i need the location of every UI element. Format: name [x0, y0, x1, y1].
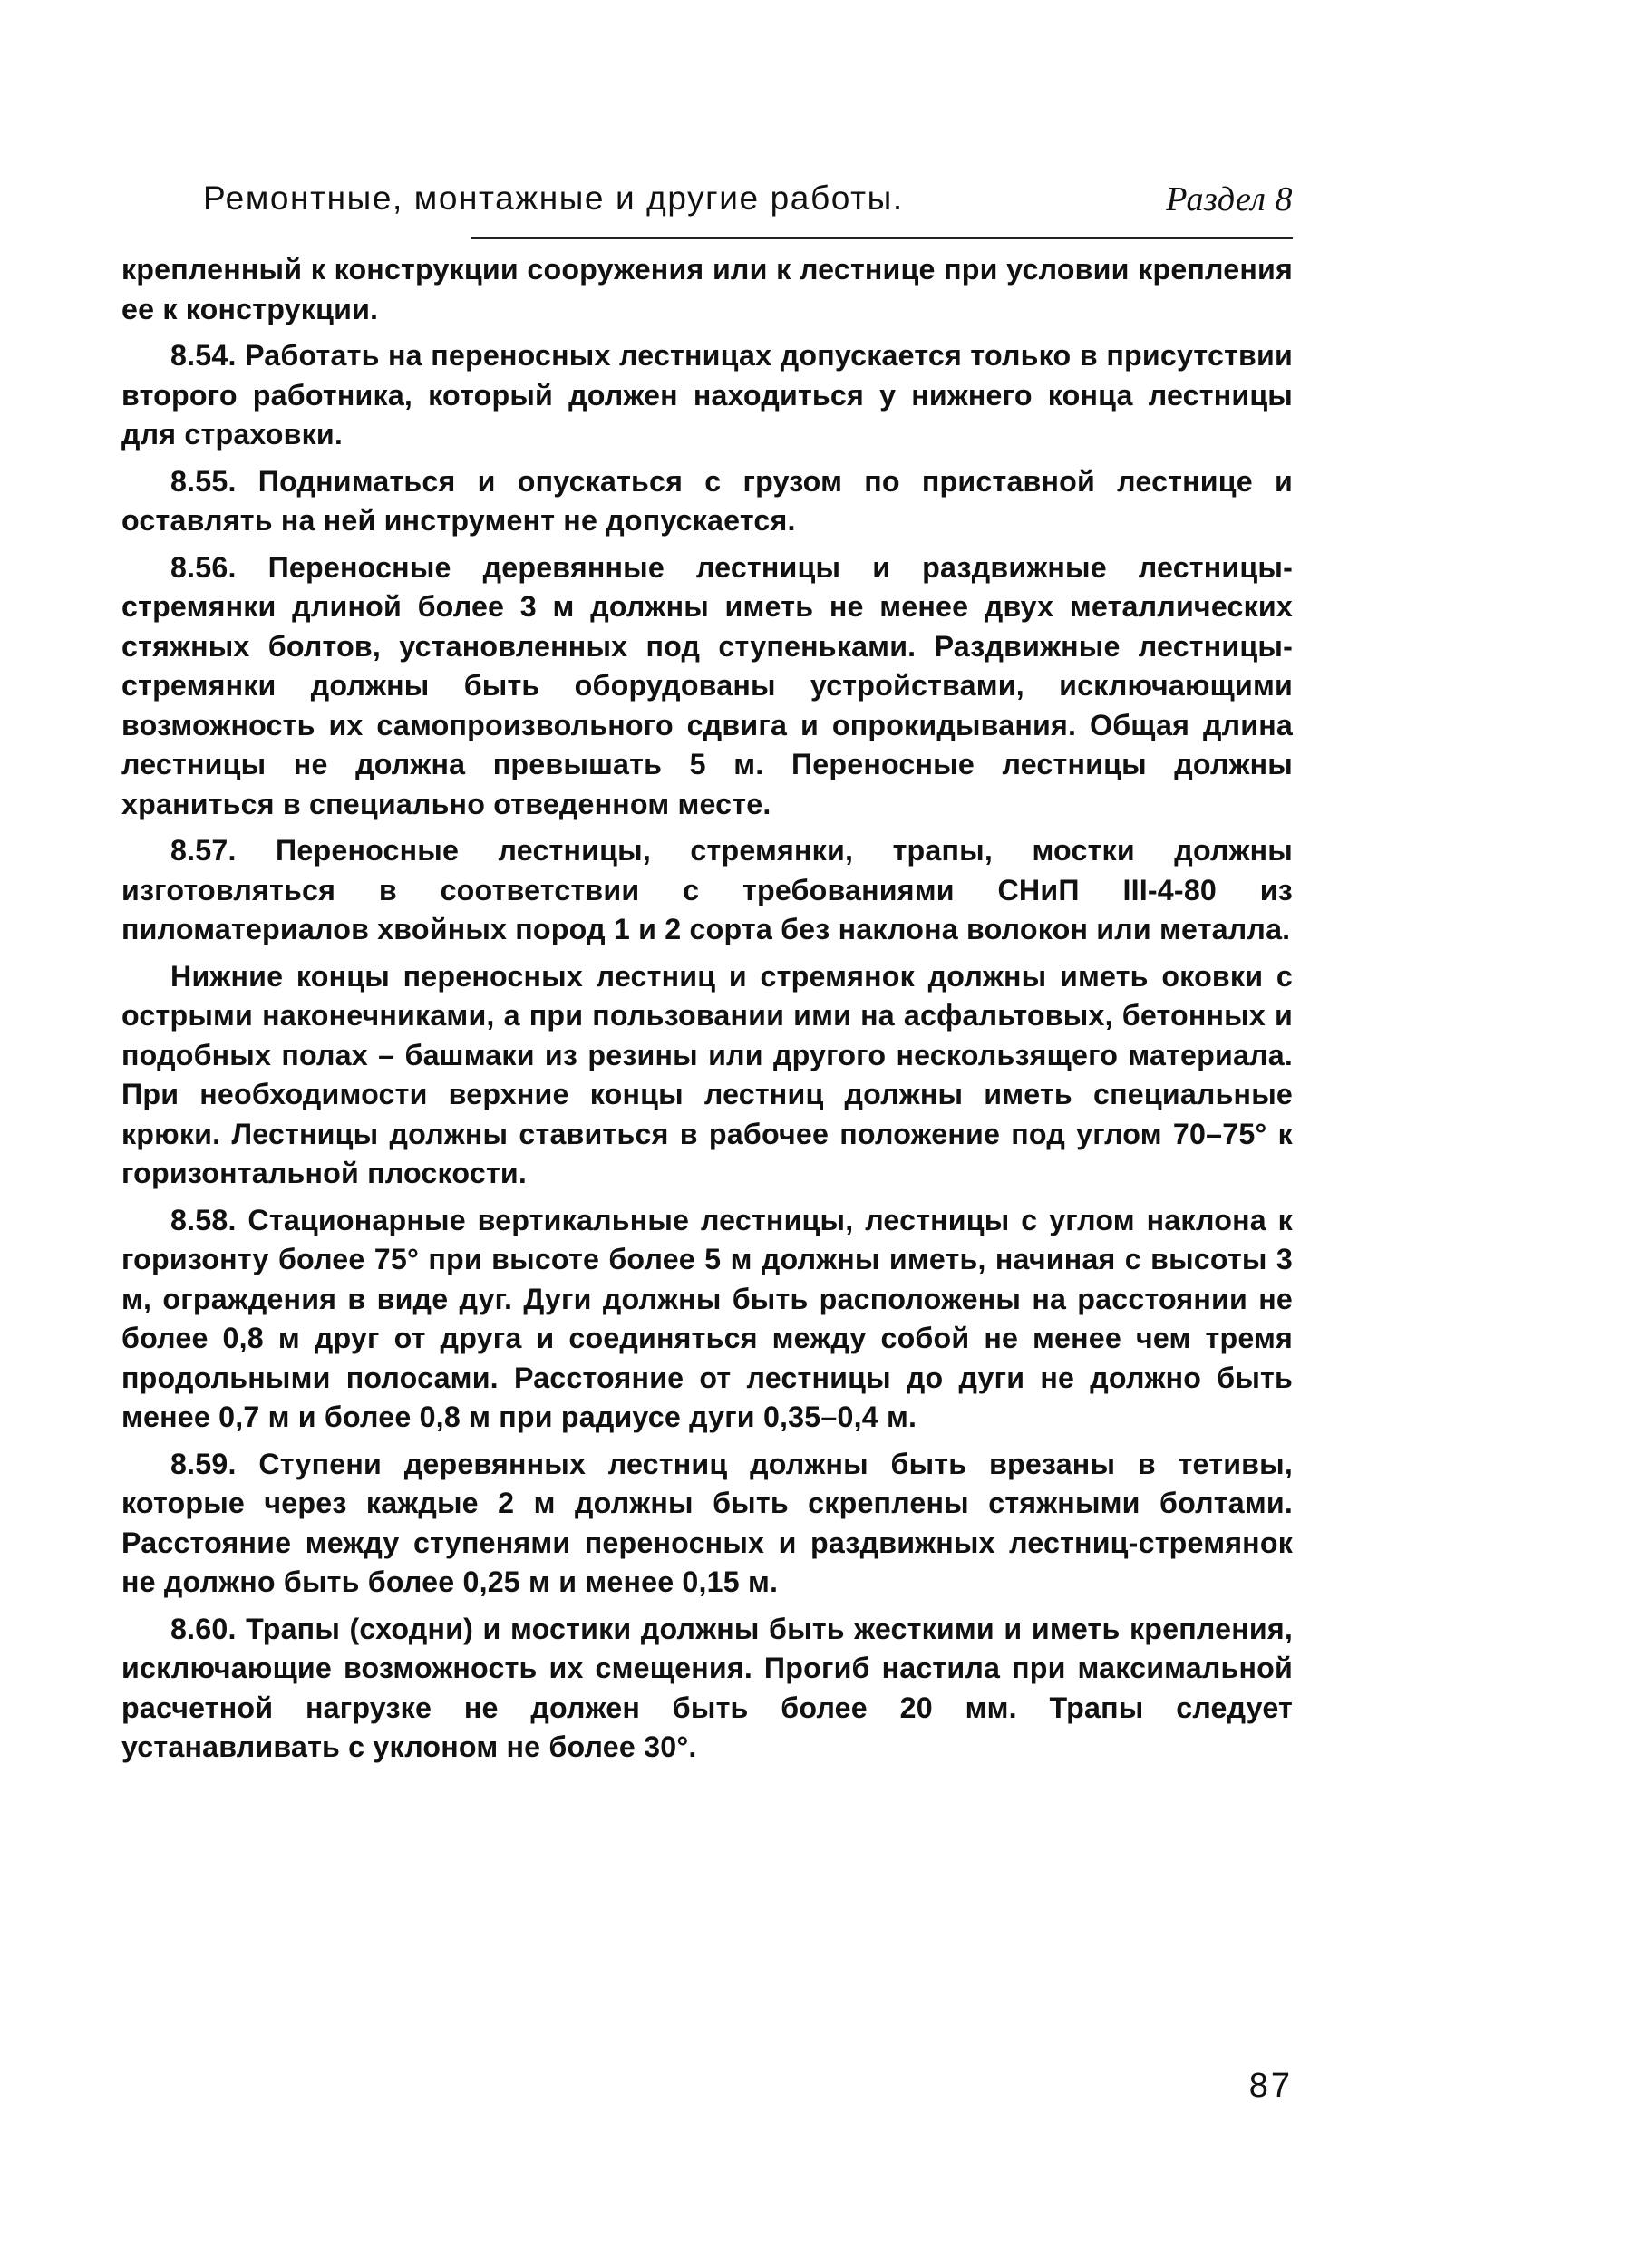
- header-rule: [471, 237, 1293, 239]
- paragraph-8-54: 8.54. Работать на переносных лестницах допускается только в присутствии второго работника, который должен находиться у нижнего конца лестницы для страховки.: [121, 339, 1293, 451]
- section-label: Раздел 8: [1166, 180, 1293, 218]
- paragraph-8-57-continued: Нижние концы переносных лестниц и стремянок должны иметь оковки с острыми наконечниками, а при пользовании ими на асфальтовых, бетонных и подобных полах – башмаки из резины или другого нескользящего материала. При необходимости верхние концы лестниц должны иметь специальные крюки. Лестницы должны ставиться в рабочее положение под углом 70–75° к горизонтальной плоскости.: [121, 959, 1293, 1189]
- page-number: 87: [1248, 2067, 1293, 2105]
- running-header: [203, 179, 1293, 230]
- paragraph-continuation: крепленный к конструкции сооружения или к лестнице при условии крепления ее к конструкции.: [121, 253, 1293, 325]
- paragraph-8-58: 8.58. Стационарные вертикальные лестницы, лестницы с углом наклона к горизонту более 75° при высоте более 5 м должны иметь, начиная с высоты 3 м, ограждения в виде дуг. Дуги должны быть расположены на расстоянии не более 0,8 м друг от друга и соединяться между собой не менее чем тремя продольными полосами. Расстояние от лестницы до дуги не должно быть менее 0,7 м и более 0,8 м при радиусе дуги 0,35–0,4 м.: [121, 1203, 1293, 1433]
- body-text: [121, 250, 1293, 1775]
- paragraph-8-55: 8.55. Подниматься и опускаться с грузом по приставной лестнице и оставлять на ней инструмент не допускается.: [121, 464, 1293, 537]
- running-title: Ремонтные, монтажные и другие работы.: [203, 179, 904, 217]
- paragraph-8-56: 8.56. Переносные деревянные лестницы и раздвижные лестницы-стремянки длиной более 3 м должны иметь не менее двух металлических стяжных болтов, установленных под ступеньками. Раздвижные лестницы-стремянки должны быть оборудованы устройствами, исключающими возможность их самопроизвольного сдвига и опрокидывания. Общая длина лестницы не должна превышать 5 м. Переносные лестницы должны храниться в специально отведенном месте.: [121, 550, 1293, 820]
- paragraph-8-60: 8.60. Трапы (сходни) и мостики должны быть жесткими и иметь крепления, исключающие возможность их смещения. Прогиб настила при максимальной расчетной нагрузке не должен быть более 20 мм. Трапы следует устанавливать с уклоном не более 30°.: [121, 1612, 1293, 1763]
- paragraph-8-59: 8.59. Ступени деревянных лестниц должны быть врезаны в тетивы, которые через каждые 2 м должны быть скреплены стяжными болтами. Расстояние между ступенями переносных и раздвижных лестниц-стремянок не должно быть более 0,25 м и менее 0,15 м.: [121, 1447, 1293, 1598]
- paragraph-8-57: 8.57. Переносные лестницы, стремянки, трапы, мостки должны изготовляться в соответствии с требованиями СНиП III-4-80 из пиломатериалов хвойных пород 1 и 2 сорта без наклона волокон или металла.: [121, 834, 1293, 945]
